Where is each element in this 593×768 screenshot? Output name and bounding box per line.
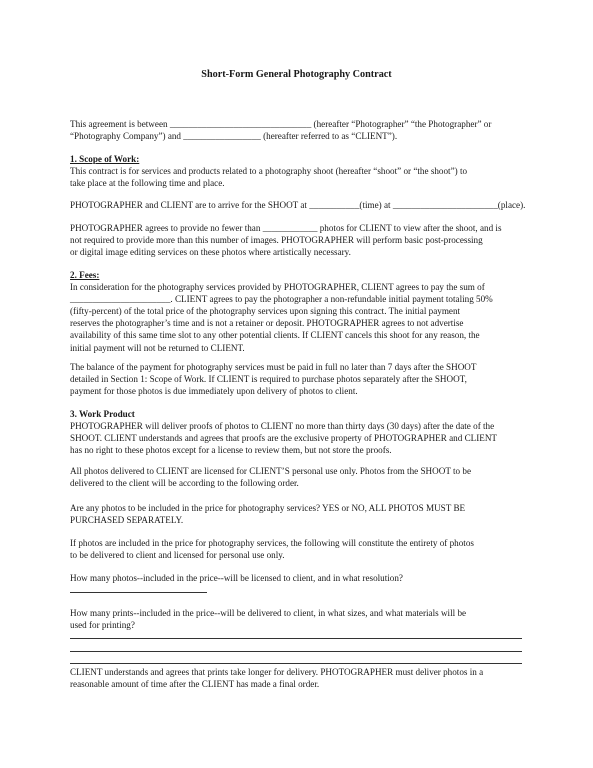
work-included-question — [70, 502, 530, 526]
text-line: payment for those photos is due immediately upon delivery of photos to client. — [70, 386, 358, 397]
text-line: to be delivered to client and licensed for personal use only. — [70, 550, 285, 561]
text-line: reserves the photographer’s time and is not a retainer or deposit. PHOTOGRAPHER agrees to not advertise — [70, 318, 464, 329]
answer-line — [70, 592, 207, 593]
work-entirety-paragraph — [70, 537, 530, 561]
text-line: SHOOT. CLIENT understands and agrees that proofs are the exclusive property of PHOTOGRAPHER and CLIENT — [70, 433, 498, 444]
text-line: PHOTOGRAPHER and CLIENT are to arrive for the SHOOT at ___________(time) at _______________________(place). — [70, 200, 526, 210]
work-prints-question — [70, 607, 530, 631]
section-heading-work: 3. Work Product — [70, 409, 135, 419]
text-line: CLIENT understands and agrees that prints take longer for delivery. PHOTOGRAPHER must deliver photos in a — [70, 667, 484, 677]
text-line: reasonable amount of time after the CLIENT has made a final order. — [70, 679, 320, 690]
work-license-paragraph — [70, 465, 530, 489]
work-delivery-paragraph — [70, 666, 530, 690]
answer-line — [70, 651, 522, 652]
section-heading-scope: 1. Scope of Work: — [70, 154, 140, 164]
fees-balance-paragraph — [70, 361, 530, 397]
scope-arrival-paragraph — [70, 199, 530, 211]
answer-line — [70, 663, 522, 664]
text-line: delivered to the client will be according to the following order. — [70, 478, 299, 489]
text-line: ______________________. CLIENT agrees to pay the photographer a non-refundable initial payment totaling 50% — [70, 294, 493, 305]
text-line: PHOTOGRAPHER agrees to provide no fewer than ____________ photos for CLIENT to view after the shoot, and is — [70, 223, 502, 233]
scope-section — [70, 153, 530, 189]
text-line: detailed in Section 1: Scope of Work. If CLIENT is required to purchase photos separately after the SHOOT, — [70, 374, 467, 385]
text-line: This contract is for services and products related to a photography shoot (hereafter “shoot” or “the shoot”) to — [70, 166, 468, 177]
text-line: All photos delivered to CLIENT are licensed for CLIENT’S personal use only. Photos from the SHOOT to be — [70, 466, 472, 476]
text-line: “Photography Company”) and _________________ (hereafter referred to as “CLIENT”). — [70, 131, 398, 142]
text-line: availability of this same time slot to any other potential clients. If CLIENT cancels this shoot for any reason, the — [70, 330, 480, 341]
text-line: (fifty-percent) of the total price of the photography services upon signing this contract. The initial payment — [70, 306, 461, 317]
work-photos-question — [70, 572, 530, 584]
text-line: initial payment will not be returned to CLIENT. — [70, 342, 245, 353]
document-title: Short-Form General Photography Contract — [201, 69, 392, 80]
text-line: or digital image editing services on these photos where artistically necessary. — [70, 247, 351, 258]
text-line: has no right to these photos except for a license to review them, but not store the proofs. — [70, 445, 392, 456]
text-line: Are any photos to be included in the price for photography services? YES or NO, ALL PHOTOS MUST BE — [70, 503, 466, 513]
fees-section — [70, 269, 530, 354]
text-line: not required to provide more than this number of images. PHOTOGRAPHER will perform basic post-processing — [70, 235, 483, 246]
text-line: take place at the following time and place. — [70, 178, 225, 189]
text-line: In consideration for the photography services provided by PHOTOGRAPHER, CLIENT agrees to pay the sum of — [70, 282, 485, 293]
section-heading-fees: 2. Fees: — [70, 270, 100, 280]
text-line: The balance of the payment for photography services must be paid in full no later than 7 days after the SHOOT — [70, 362, 477, 372]
scope-photos-paragraph — [70, 222, 530, 258]
work-section — [70, 408, 530, 456]
text-line: This agreement is between _______________________________ (hereafter “Photographer” “the Photographer” or — [70, 119, 492, 129]
intro-paragraph — [70, 118, 530, 142]
text-line: How many prints--included in the price--will be delivered to client, in what sizes, and what materials will be — [70, 608, 467, 618]
answer-line — [70, 638, 522, 639]
text-line: used for printing? — [70, 620, 135, 631]
text-line: PURCHASED SEPARATELY. — [70, 515, 184, 526]
text-line: PHOTOGRAPHER will deliver proofs of photos to CLIENT no more than thirty days (30 days) after the date of the — [70, 421, 495, 432]
text-line: If photos are included in the price for photography services, the following will constitute the entirety of photos — [70, 538, 474, 548]
text-line: How many photos--included in the price--will be licensed to client, and in what resolution? — [70, 573, 403, 583]
